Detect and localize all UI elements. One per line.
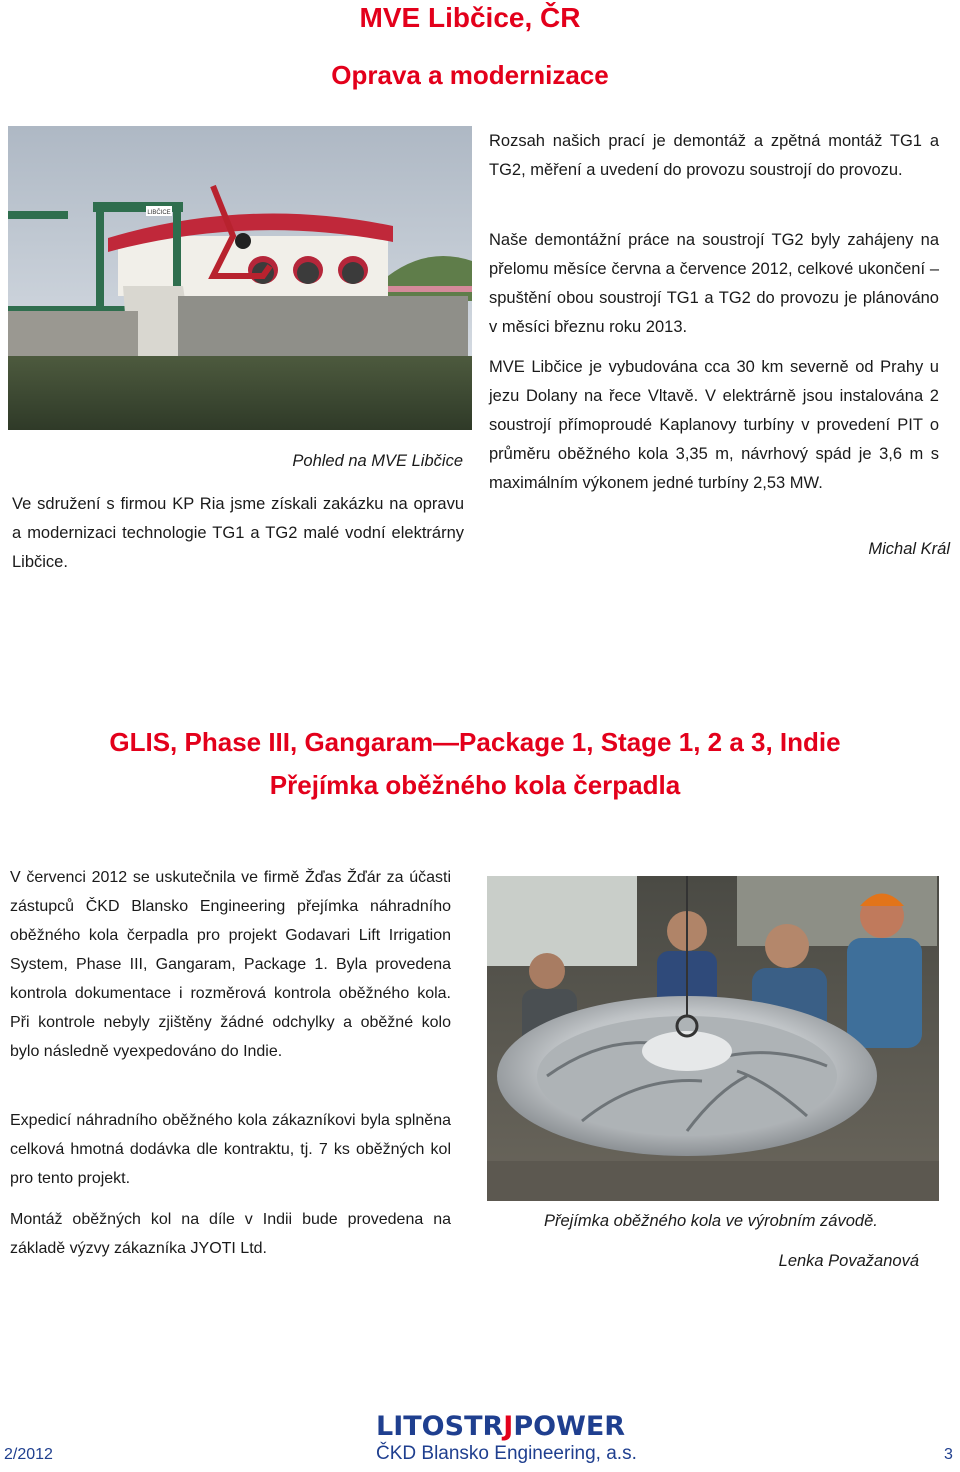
article1-paragraph-1: Rozsah našich prací je demontáž a zpětná montáž TG1 a TG2, měření a uvedení do provozu soustrojí do provozu. — [489, 132, 939, 179]
article1-paragraph-3: MVE Libčice je vybudována cca 30 km severně od Prahy u jezu Dolany na řece Vltavě. V elektrárně jsou instalována 2 soustrojí přímoproudé Kaplanovy turbíny v provedení PIT o průměru oběžného kola 3,35 m, návrhový spád je 3,6 m s maximálním výkonem jedné turbíny 2,53 MW. — [489, 358, 939, 492]
runner-inspection-photo — [487, 876, 939, 1201]
article2-paragraph-2: Expedicí náhradního oběžného kola zákazníkovi byla splněna celková hmotná dodávka dle kontraktu, tj. 7 ks oběžných kol pro tento projekt. — [10, 1112, 451, 1187]
logo-mark-icon: J — [503, 1411, 514, 1442]
plant-sign-text: LIBČICE — [147, 210, 171, 216]
power-plant-photo-caption: Pohled na MVE Libčice — [292, 452, 463, 470]
article2-author: Lenka Považanová — [778, 1252, 919, 1270]
article2-subtitle: Přejímka oběžného kola čerpadla — [269, 770, 681, 800]
article1-subtitle: Oprava a modernizace — [331, 60, 609, 90]
logo-text-part2: POWER — [513, 1411, 626, 1442]
footer-logo — [376, 1412, 638, 1468]
article2-paragraph-3: Montáž oběžných kol na díle v Indii bude provedena na základě výzvy zákazníka JYOTI Ltd. — [10, 1211, 451, 1257]
article1-author: Michal Král — [868, 540, 950, 558]
article1-paragraph-2: Naše demontážní práce na soustrojí TG2 byly zahájeny na přelomu měsíce června a července 2012, celkové ukončení – spuštění obou soustrojí TG1 a TG2 do provozu je plánováno v měsíci březnu roku 2013. — [489, 231, 939, 336]
article1-title: MVE Libčice, ČR — [359, 2, 581, 33]
logo-text-part1: LITOSTR — [376, 1411, 504, 1442]
logo-subtitle: ČKD Blansko Engineering, a.s. — [376, 1443, 637, 1464]
article2-title: GLIS, Phase III, Gangaram—Package 1, Stage 1, 2 a 3, Indie — [109, 727, 841, 757]
runner-photo-caption: Přejímka oběžného kola ve výrobním závodě. — [544, 1212, 878, 1230]
footer-issue: 2/2012 — [4, 1446, 53, 1463]
power-plant-photo — [8, 126, 472, 430]
article2-paragraph-1: V červenci 2012 se uskutečnila ve firmě Žďas Žďár za účasti zástupců ČKD Blansko Engineering přejímka náhradního oběžného kola čerpadla pro projekt Godavari Lift Irrigation System, Phase III, Gangaram, Package 1. Byla provedena kontrola dokumentace i rozměrová kontrola oběžného kola. Při kontrole nebyly zjištěny žádné odchylky a oběžné kolo bylo následně vyexpedováno do Indie. — [10, 869, 451, 1060]
footer-page-number: 3 — [944, 1446, 953, 1463]
article1-intro: Ve sdružení s firmou KP Ria jsme získali zakázku na opravu a modernizaci technologie TG1 a TG2 malé vodní elektrárny Libčice. — [12, 495, 464, 571]
